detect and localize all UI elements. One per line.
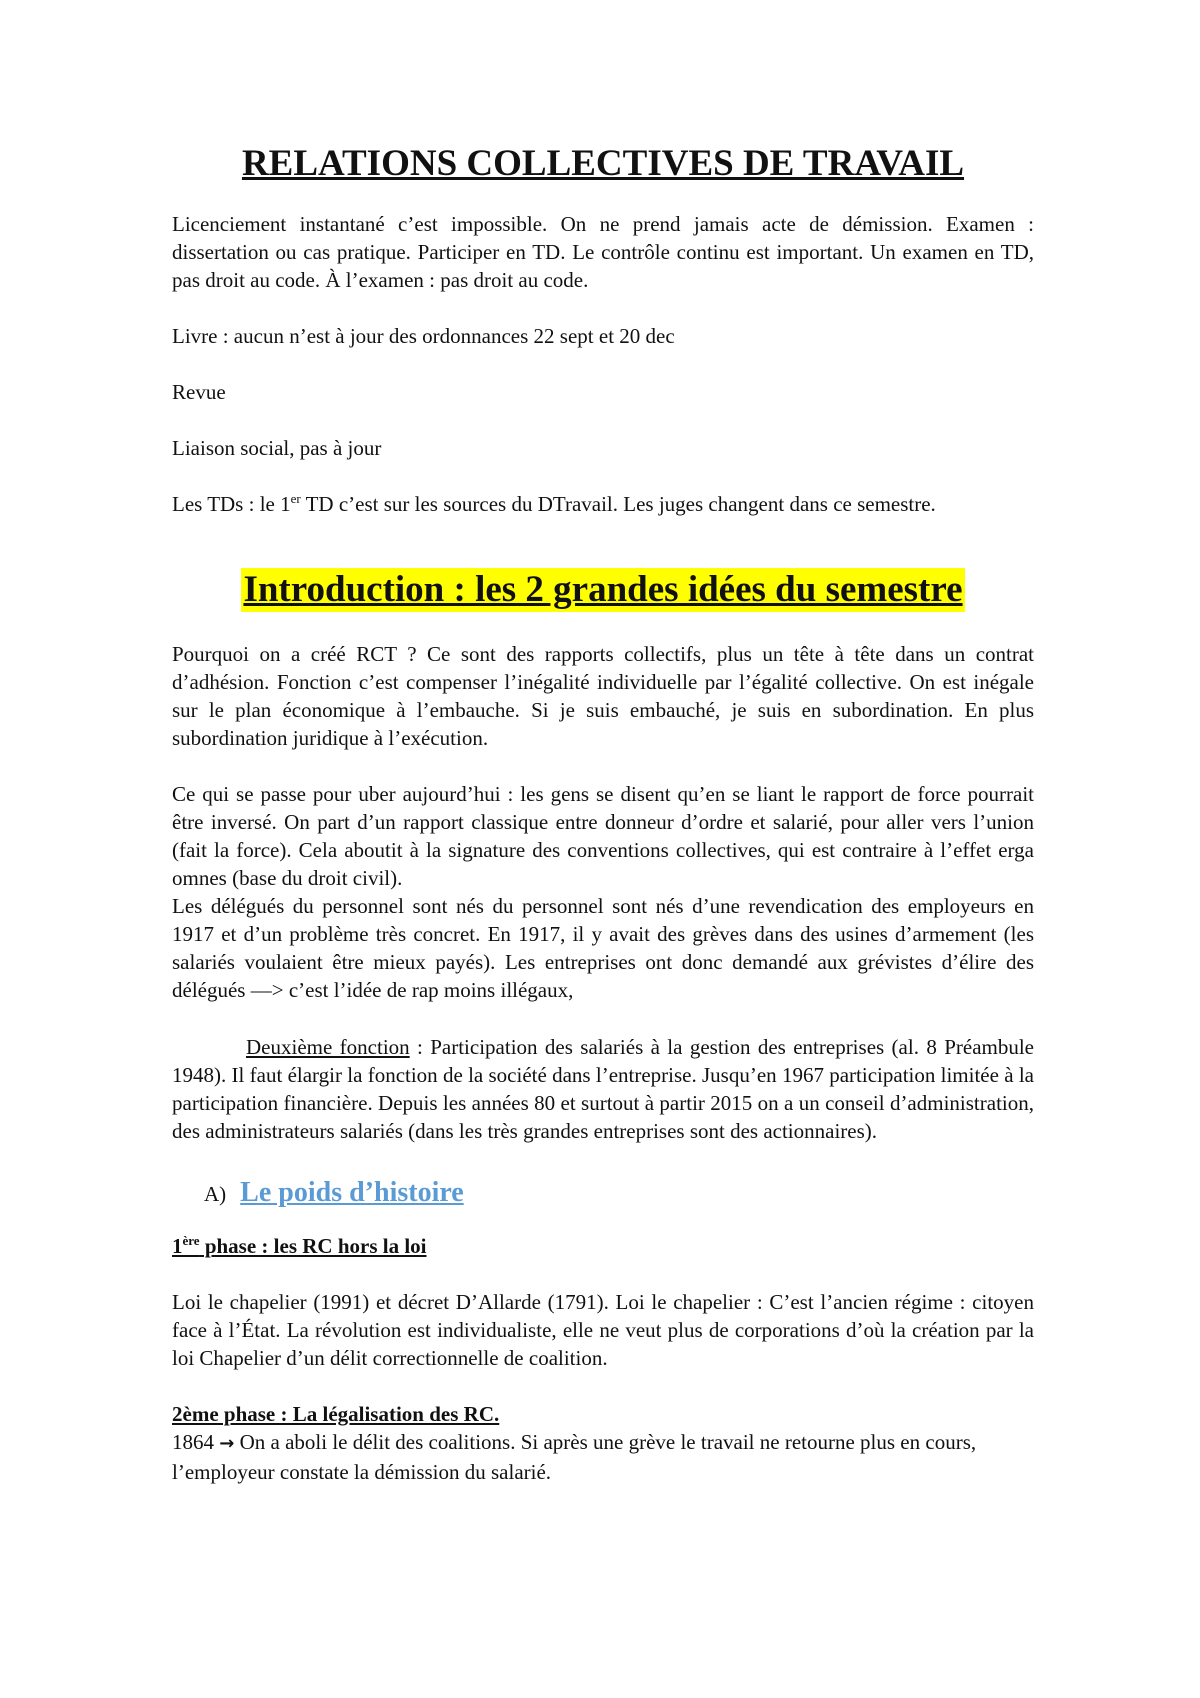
- phase-2-heading: 2ème phase : La légalisation des RC.: [172, 1402, 500, 1426]
- liaison-line: Liaison social, pas à jour: [172, 436, 382, 460]
- phase-2-paragraph: [172, 1428, 1034, 1486]
- subsection-a-heading: [204, 1179, 1034, 1208]
- livre-line: Livre : aucun n’est à jour des ordonnances 22 sept et 20 dec: [172, 324, 675, 348]
- phase-2-text: On a aboli le délit des coalitions. Si après une grève le travail ne retourne plus en cours, l’employeur constate la démission du salarié.: [172, 1430, 977, 1484]
- deuxieme-fonction-text: : Participation des salariés à la gestion des entreprises (al. 8 Préambule 1948). Il faut élargir la fonction de la société dans l’entreprise. Jusqu’en 1967 participation limitée à la participation financière. Depuis les années 80 et surtout à partir 2015 on a un conseil d’administration, des administrateurs salariés (dans les très grandes entreprises sont des actionnaires).: [172, 1035, 1034, 1143]
- tds-paragraph: [172, 490, 1034, 518]
- phase-1-title: phase : les RC hors la loi: [199, 1234, 427, 1258]
- phase-1-number: 1: [172, 1234, 183, 1258]
- phase-1-paragraph: Loi le chapelier (1991) et décret D’Allarde (1791). Loi le chapelier : C’est l’ancien régime : citoyen face à l’État. La révolution est individualiste, elle ne veut plus de corporations d’où la création par la loi Chapelier d’un délit correctionnelle de coalition.: [172, 1290, 1034, 1370]
- deuxieme-fonction-paragraph: [172, 1033, 1034, 1145]
- pourquoi-paragraph: Pourquoi on a créé RCT ? Ce sont des rapports collectifs, plus un tête à tête dans un contrat d’adhésion. Fonction c’est compenser l’inégalité individuelle par l’égalité collective. On est inégale sur le plan économique à l’embauche. Si je suis embauché, je suis en subordination. En plus subordination juridique à l’exécution.: [172, 642, 1034, 750]
- tds-text-start: Les TDs : le 1: [172, 492, 291, 516]
- phase-1-superscript: ère: [182, 1233, 200, 1248]
- section-heading-wrapper: [172, 568, 1034, 612]
- phase-2-year: 1864: [172, 1430, 220, 1454]
- deuxieme-fonction-label: Deuxième fonction: [246, 1035, 410, 1059]
- uber-paragraph: Ce qui se passe pour uber aujourd’hui : les gens se disent qu’en se liant le rapport de force pourrait être inversé. On part d’un rapport classique entre donneur d’ordre et salarié, pour aller vers l’union (fait la force). Cela aboutit à la signature des conventions collectives, qui est contraire à l’effet erga omnes (base du droit civil).: [172, 782, 1034, 890]
- subsection-letter: A): [204, 1182, 227, 1206]
- section-heading-introduction: Introduction : les 2 grandes idées du semestre: [243, 569, 963, 610]
- exam-info-paragraph: Licenciement instantané c’est impossible. On ne prend jamais acte de démission. Examen : dissertation ou cas pratique. Participer en TD. Le contrôle continu est important. Un examen en TD, pas droit au code. À l’examen : pas droit au code.: [172, 212, 1034, 292]
- document-title: RELATIONS COLLECTIVES DE TRAVAIL: [241, 143, 965, 184]
- delegues-paragraph: Les délégués du personnel sont nés du personnel sont nés d’une revendication des employeurs en 1917 et d’un problème très concret. En 1917, il y avait des grèves dans des usines d’armement (les salariés voulaient être mieux payés). Les entreprises ont donc demandé aux grévistes d’élire des délégués —> c’est l’idée de rap moins illégaux,: [172, 894, 1034, 1002]
- phase-1-heading: [172, 1232, 1034, 1260]
- subsection-title: Le poids d’histoire: [240, 1177, 464, 1208]
- tds-text-end: TD c’est sur les sources du DTravail. Les juges changent dans ce semestre.: [300, 492, 936, 516]
- tds-ordinal-superscript: er: [290, 491, 301, 506]
- right-arrow-icon: →: [219, 1433, 235, 1454]
- revue-line: Revue: [172, 380, 226, 404]
